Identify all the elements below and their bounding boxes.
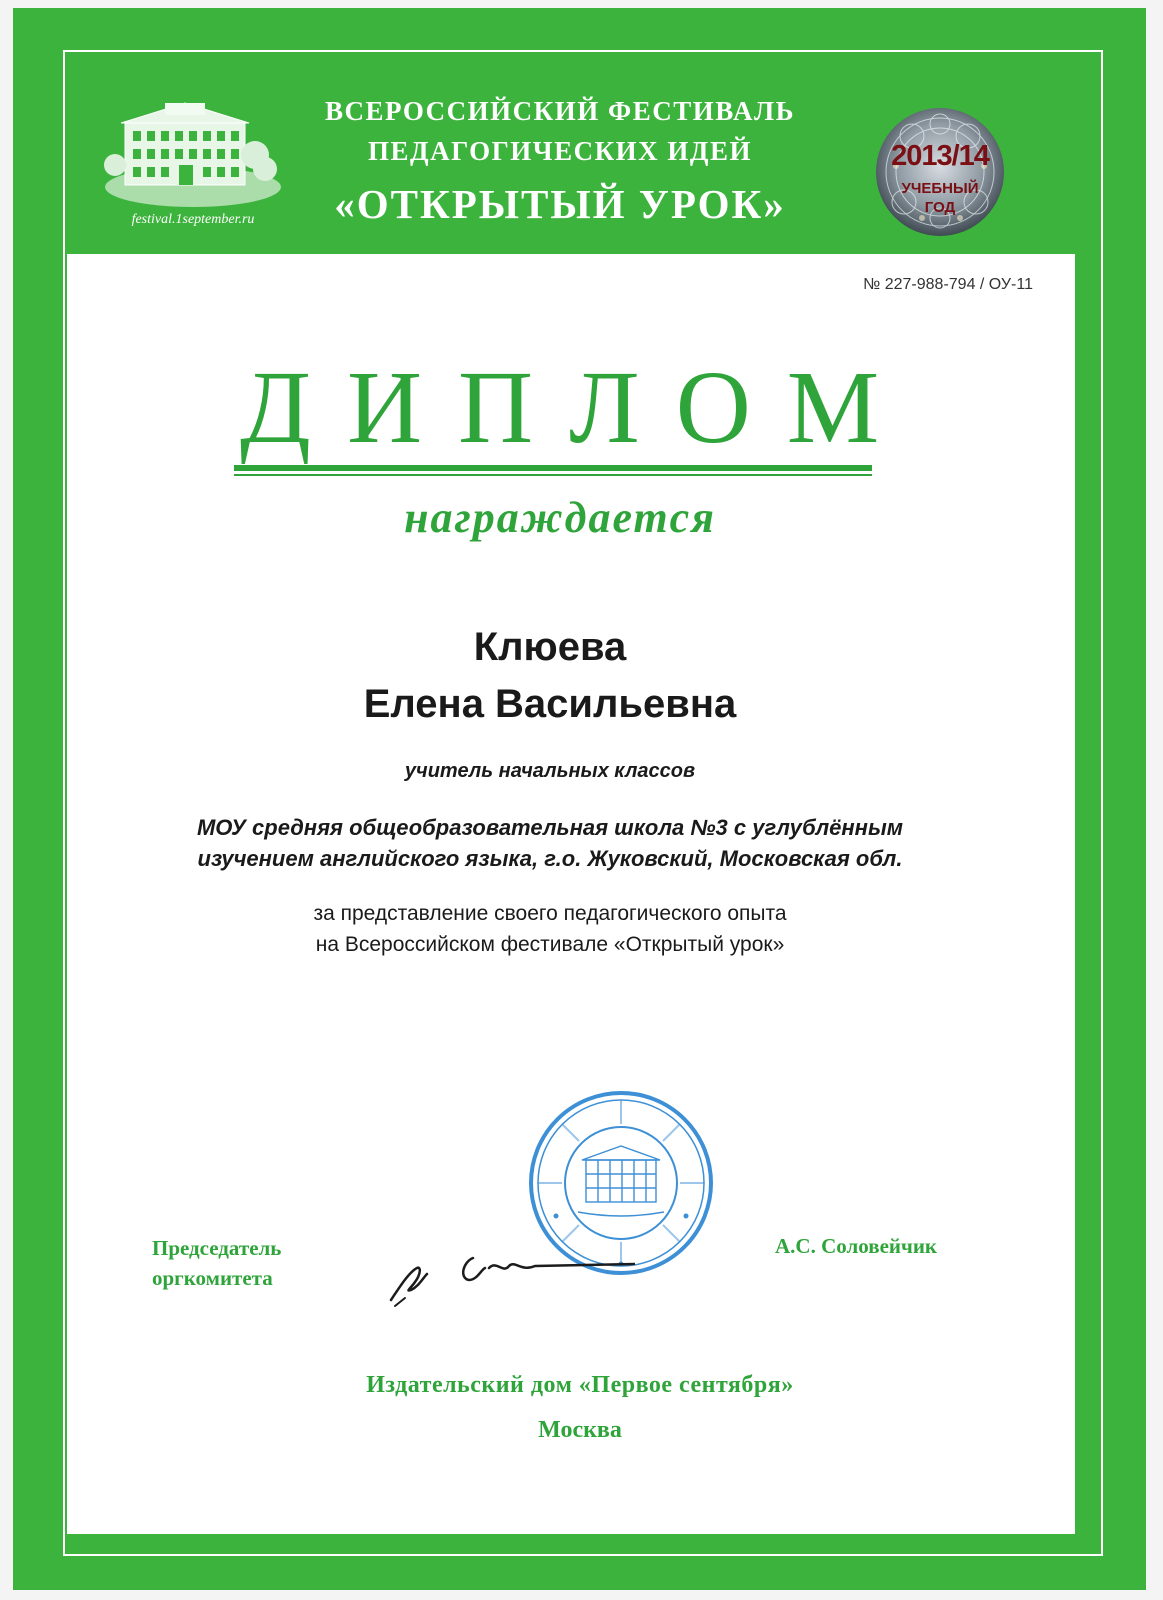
recipient-position: учитель начальных классов (404, 760, 696, 782)
badge-year: 2013/14 (891, 140, 989, 172)
signer-name: А.С. Соловейчик (775, 1234, 938, 1258)
title-underline (234, 465, 872, 471)
awarded-label: награждается (404, 493, 716, 542)
school-line2: изучением английского языка, г.о. Жуковский, Московская обл. (197, 846, 903, 871)
publisher-name: Издательский дом «Первое сентября» (366, 1372, 794, 1398)
school-line1: МОУ средняя общеобразовательная школа №3 с углублённым (196, 815, 904, 840)
site-url: festival.1september.ru (131, 212, 255, 227)
chair-role-line2: оргкомитета (152, 1266, 273, 1290)
diploma-title: ДИПЛОМ (240, 350, 916, 465)
building-logo-icon (103, 95, 283, 210)
recipient-surname: Клюева (473, 625, 627, 669)
certificate-number: № 227-988-794 / ОУ-11 (863, 276, 1033, 293)
recipient-given-names: Елена Васильевна (363, 682, 737, 726)
badge-line2: ГОД (924, 199, 956, 216)
publisher-city: Москва (538, 1417, 622, 1443)
badge-line1: УЧЕБНЫЙ (901, 180, 979, 197)
festival-title-line2: ПЕДАГОГИЧЕСКИХ ИДЕЙ (367, 136, 752, 166)
chair-role-line1: Председатель (152, 1236, 282, 1260)
festival-title-line1: ВСЕРОССИЙСКИЙ ФЕСТИВАЛЬ (325, 96, 795, 126)
reason-line2: на Всероссийском фестивале «Открытый урок» (315, 933, 785, 956)
signature-icon (385, 1238, 635, 1308)
title-underline-thin (234, 474, 872, 476)
reason-line1: за представление своего педагогического опыта (313, 902, 787, 925)
festival-title-line3: «ОТКРЫТЫЙ УРОК» (334, 181, 786, 227)
